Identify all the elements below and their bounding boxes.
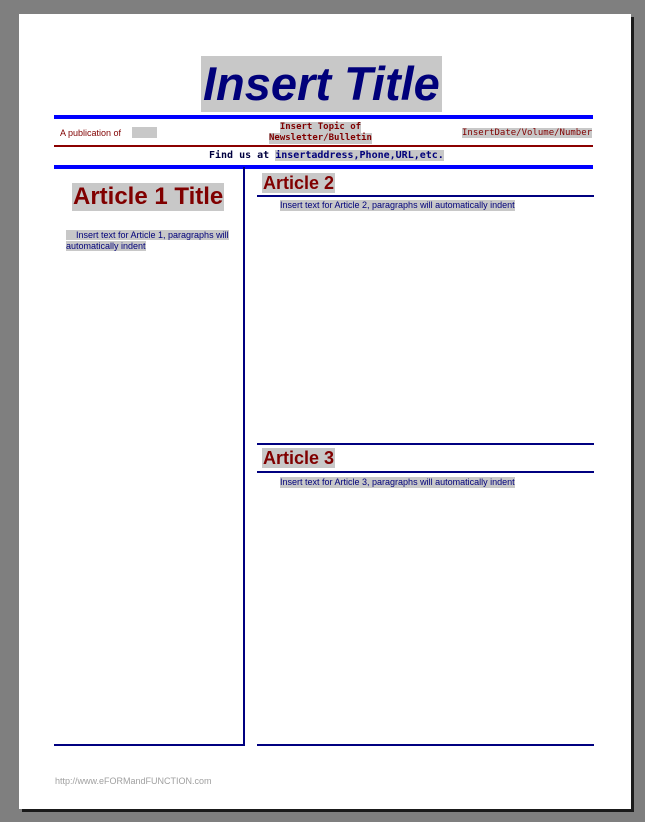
article-2-text[interactable]: Insert text for Article 2, paragraphs will automatically indent <box>280 200 515 210</box>
header-bottom-rule <box>54 165 593 169</box>
find-us-address[interactable]: insertaddress,Phone,URL,etc. <box>275 150 444 161</box>
topic-line-1: Insert Topic of <box>279 122 362 132</box>
article-1-text[interactable] <box>66 230 236 252</box>
find-us-label: Find us at <box>209 150 270 161</box>
find-us-line <box>209 150 444 161</box>
article-3-rule <box>257 471 594 473</box>
article-2-rule <box>257 195 594 197</box>
article-3-title[interactable]: Article 3 <box>263 448 335 468</box>
footer-url[interactable]: http://www.eFORMandFUNCTION.com <box>55 776 212 786</box>
newsletter-topic[interactable] <box>269 122 372 144</box>
article-2-title[interactable]: Article 2 <box>263 173 335 193</box>
publication-name-field[interactable] <box>132 127 157 138</box>
article-1-title[interactable]: Article 1 Title <box>73 183 224 210</box>
header-top-rule <box>54 115 593 119</box>
date-volume-number[interactable]: InsertDate/Volume/Number <box>462 128 593 138</box>
article-3-text[interactable]: Insert text for Article 3, paragraphs will automatically indent <box>280 477 515 487</box>
newsletter-title[interactable]: Insert Title <box>203 57 440 110</box>
article-3-top-rule <box>257 443 594 445</box>
left-column-bottom-rule <box>54 744 245 746</box>
topic-line-2: Newsletter/Bulletin <box>269 133 372 143</box>
right-column-bottom-rule <box>257 744 594 746</box>
publication-of-label: A publication of <box>60 128 122 138</box>
header-red-rule <box>54 145 593 147</box>
column-divider <box>243 167 245 746</box>
article-1-body: Insert text for Article 1, paragraphs will automatically indent <box>66 230 229 251</box>
newsletter-page <box>19 14 631 809</box>
